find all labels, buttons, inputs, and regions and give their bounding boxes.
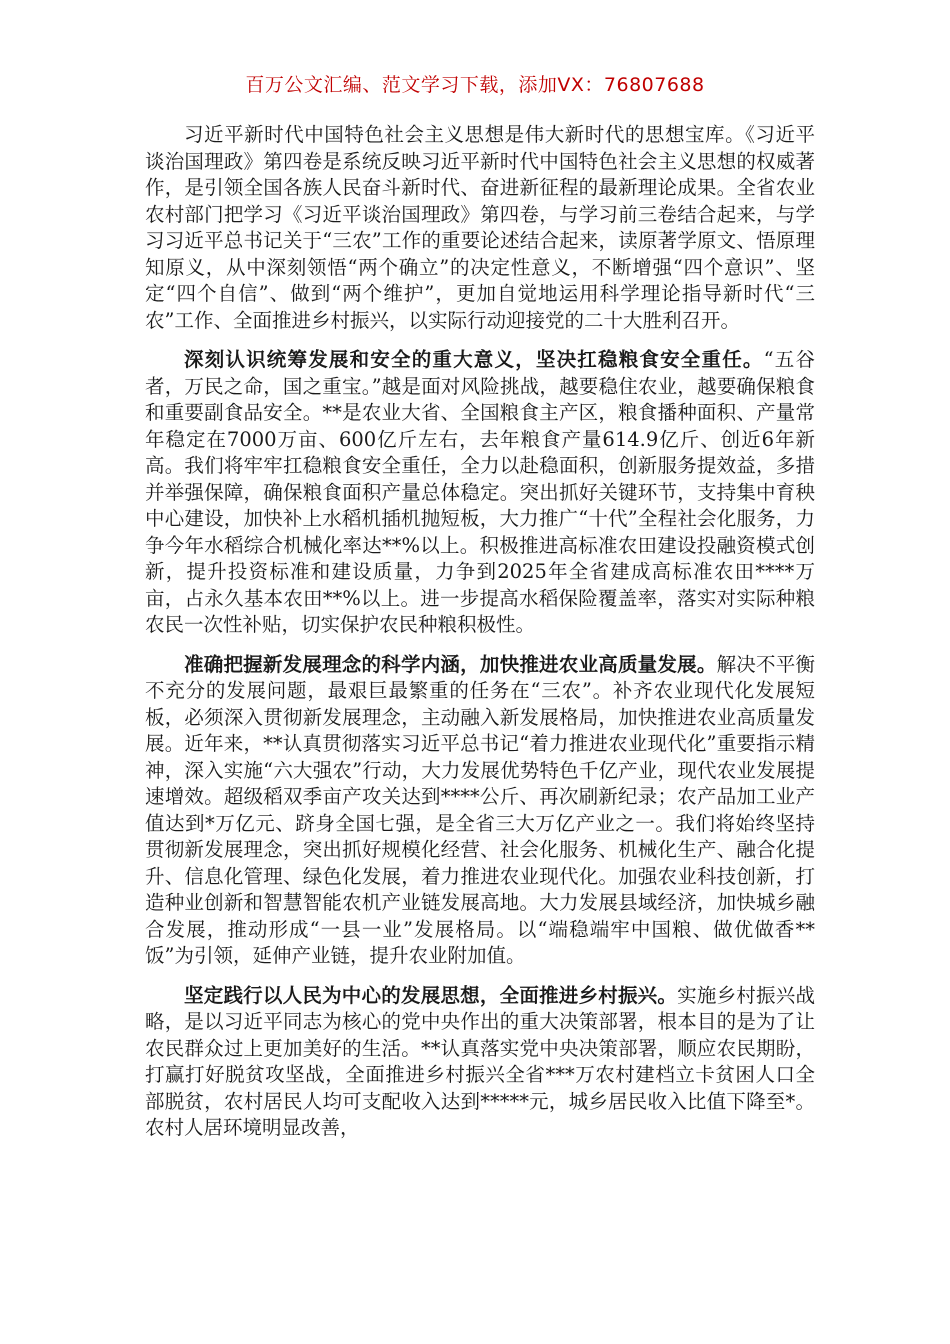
paragraph-text: 解决不平衡不充分的发展问题，最艰巨最繁重的任务在“三农”。补齐农业现代化发展短板，必须深入贯彻新发展理念，主动融入新发展格局，加快推进农业高质量发展。近年来，**认真贯彻落实习近平总书记“着力推进农业现代化”重要指示精神，深入实施“六大强农”行动，大力发展优势特色千亿产业，现代农业发展提速增效。超级稻双季亩产攻关达到****公斤、再次刷新纪录；农产品加工业产值达到*万亿元、跻身全国七强，是全省三大万亿产业之一。我们将始终坚持贯彻新发展理念，突出抓好规模化经营、社会化服务、机械化生产、融合化提升、信息化管理、绿色化发展，着力推进农业现代化。加强农业科技创新，打造种业创新和智慧智能农机产业链发展高地。大力发展县域经济，加快城乡融合发展，推动形成“一县一业”发展格局。以“端稳端牢中国粮、做优做香**饭”为引领，延伸产业链，提升农业附加值。 <box>145 652 815 967</box>
page-header-watermark: 百万公文汇编、范文学习下载，添加VX：76807688 <box>245 74 705 96</box>
paragraph-intro <box>145 122 815 334</box>
paragraph-text: 实施乡村振兴战略，是以习近平同志为核心的党中央作出的重大决策部署，根本目的是为了让农民群众过上更加美好的生活。**认真落实党中央决策部署，顺应农民期盼，打赢打好脱贫攻坚战，全面推进乡村振兴全省***万农村建档立卡贫困人口全部脱贫，农村居民人均可支配收入达到*****元，城乡居民收入比值下降至*。农村人居环境明显改善， <box>145 983 815 1139</box>
paragraph-heading: 准确把握新发展理念的科学内涵，加快推进农业高质量发展。 <box>184 652 717 676</box>
paragraph-food-security <box>145 347 815 639</box>
document-body <box>145 122 815 1155</box>
paragraph-heading: 坚定践行以人民为中心的发展思想，全面推进乡村振兴。 <box>184 983 678 1007</box>
paragraph-text: “五谷者，万民之命，国之重宝。”越是面对风险挑战，越要稳住农业，越要确保粮食和重要副食品安全。**是农业大省、全国粮食主产区，粮食播种面积、产量常年稳定在7000万亩、600亿斤左右，去年粮食产量614.9亿斤、创近6年新高。我们将牢牢扛稳粮食安全重任，全力以赴稳面积，创新服务提效益，多措并举强保障，确保粮食面积产量总体稳定。突出抓好关键环节，支持集中育秧中心建设，加快补上水稻机插机抛短板，大力推广“十代”全程社会化服务，力争今年水稻综合机械化率达**%以上。积极推进高标准农田建设投融资模式创新，提升投资标准和建设质量，力争到2025年全省建成高标准农田****万亩，占永久基本农田**%以上。进一步提高水稻保险覆盖率，落实对实际种粮农民一次性补贴，切实保护农民种粮积极性。 <box>145 348 815 636</box>
paragraph-agriculture-development <box>145 652 815 970</box>
paragraph-heading: 深刻认识统筹发展和安全的重大意义，坚决扛稳粮食安全重任。 <box>184 348 764 371</box>
paragraph-rural-revitalization <box>145 983 815 1142</box>
paragraph-text: 习近平新时代中国特色社会主义思想是伟大新时代的思想宝库。《习近平谈治国理政》第四卷是系统反映习近平新时代中国特色社会主义思想的权威著作，是引领全国各族人民奋斗新时代、奋进新征程的最新理论成果。全省农业农村部门把学习《习近平谈治国理政》第四卷，与学习前三卷结合起来，与学习习近平总书记关于“三农”工作的重要论述结合起来，读原著学原文、悟原理知原义，从中深刻领悟“两个确立”的决定性意义，不断增强“四个意识”、坚定“四个自信”、做到“两个维护”，更加自觉地运用科学理论指导新时代“三农”工作、全面推进乡村振兴，以实际行动迎接党的二十大胜利召开。 <box>145 123 815 332</box>
